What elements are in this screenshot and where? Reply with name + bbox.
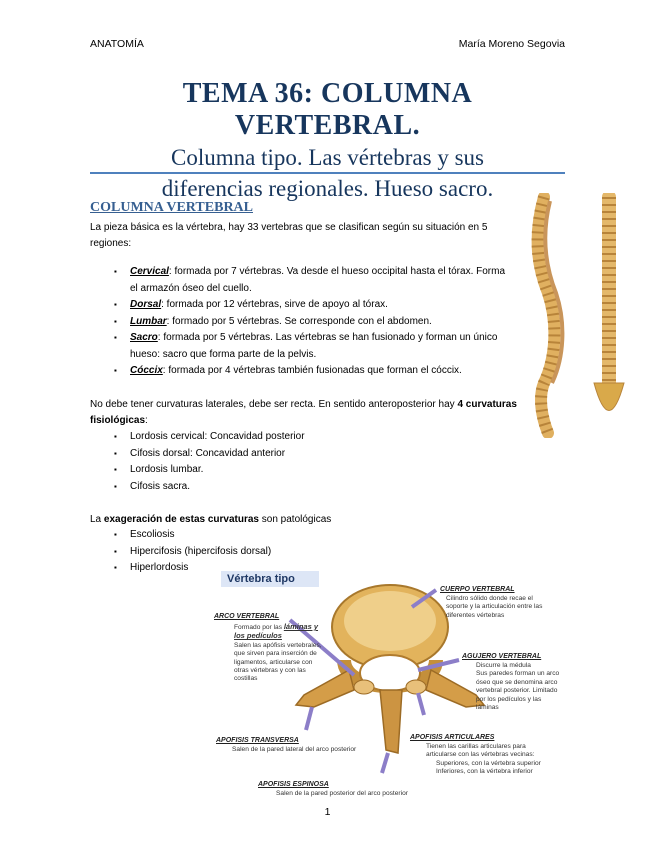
curvatures-list bbox=[92, 429, 512, 495]
desc-apofisis-articulares: Tienen las carillas articulares para articularse con las vértebras vecinas: Superiores, con la vértebra superior Inferiores, con la vértebra inferior bbox=[426, 743, 541, 776]
label-cuerpo-vertebral: CUERPO VERTEBRAL bbox=[440, 586, 515, 593]
header-subject: ANATOMÍA bbox=[90, 38, 144, 50]
list-item: ▪ Cóccix: formada por 4 vértebras también fusionadas que forman el cóccix. bbox=[92, 363, 512, 380]
curvatures-paragraph: No debe tener curvaturas laterales, debe ser recta. En sentido anteroposterior hay 4 curvaturas fisiológicas: bbox=[90, 399, 517, 426]
list-item: ▪ Hiperlordosis bbox=[92, 560, 292, 577]
figure-title: Vértebra tipo bbox=[221, 571, 319, 587]
title-subtitle-line1: Columna tipo. Las vértebras y sus bbox=[170, 145, 484, 170]
list-item: ▪ Sacro: formada por 5 vértebras. Las vértebras se han fusionado y forman un único hueso: sacro que forma parte de la pelvis. bbox=[92, 330, 512, 363]
intro-paragraph: La pieza básica es la vértebra, hay 33 vertebras que se clasifican según su situación en 5 regiones: bbox=[90, 222, 488, 249]
title-subtitle-line2: diferencias regionales. Hueso sacro. bbox=[161, 176, 494, 201]
list-item: ▪ Escoliosis bbox=[92, 527, 292, 544]
spine-lateral-image bbox=[526, 193, 576, 438]
list-item: ▪ Lumbar: formado por 5 vértebras. Se corresponde con el abdomen. bbox=[92, 314, 512, 331]
label-arco-vertebral: ARCO VERTEBRAL bbox=[214, 613, 280, 620]
title-main: TEMA 36: COLUMNA VERTEBRAL. bbox=[182, 78, 473, 141]
spine-frontal-image bbox=[586, 193, 632, 438]
document-title bbox=[90, 78, 565, 204]
desc-arco-vertebral: Formado por las láminas y los pedículos Salen las apófisis vertebrales, que sirven para inserción de ligamentos, articularse con otras vértebras y con las costillas bbox=[234, 622, 322, 683]
page-number: 1 bbox=[324, 806, 331, 818]
header-author: María Moreno Segovia bbox=[458, 38, 565, 50]
desc-apofisis-transversa: Salen de la pared lateral del arco posterior bbox=[232, 746, 357, 753]
regions-list bbox=[92, 264, 512, 380]
label-apofisis-articulares: APOFISIS ARTICULARES bbox=[410, 734, 495, 741]
desc-cuerpo-vertebral: Cilindro sólido donde recae el soporte y la articulación entre las diferentes vértebras bbox=[446, 595, 543, 619]
desc-apofisis-espinosa: Salen de la pared posterior del arco posterior bbox=[276, 790, 408, 797]
list-item: ▪ Hipercifosis (hipercifosis dorsal) bbox=[92, 544, 292, 561]
label-apofisis-espinosa: APOFISIS ESPINOSA bbox=[258, 781, 329, 788]
vertebra-diagram bbox=[204, 565, 576, 805]
list-item: ▪ Cifosis dorsal: Concavidad anterior bbox=[92, 446, 512, 463]
list-item: ▪ Cifosis sacra. bbox=[92, 479, 512, 496]
list-item: ▪ Dorsal: formada por 12 vértebras, sirve de apoyo al tórax. bbox=[92, 297, 512, 314]
pathology-paragraph: La exageración de estas curvaturas son patológicas bbox=[90, 514, 332, 525]
label-apofisis-transversa: APOFISIS TRANSVERSA bbox=[216, 737, 299, 744]
list-item: ▪ Cervical: formada por 7 vértebras. Va desde el hueso occipital hasta el tórax. Forma el armazón óseo del cuello. bbox=[92, 264, 512, 297]
label-agujero-vertebral: AGUJERO VERTEBRAL bbox=[462, 653, 542, 660]
desc-agujero-vertebral: Discurre la médula Sus paredes forman un arco óseo que se denomina arco vertebral posterior. Limitado por los pedículos y las láminas bbox=[476, 662, 560, 712]
section-heading: COLUMNA VERTEBRAL bbox=[90, 200, 253, 215]
list-item: ▪ Lordosis lumbar. bbox=[92, 462, 512, 479]
title-divider bbox=[90, 172, 565, 174]
list-item: ▪ Lordosis cervical: Concavidad posterior bbox=[92, 429, 512, 446]
